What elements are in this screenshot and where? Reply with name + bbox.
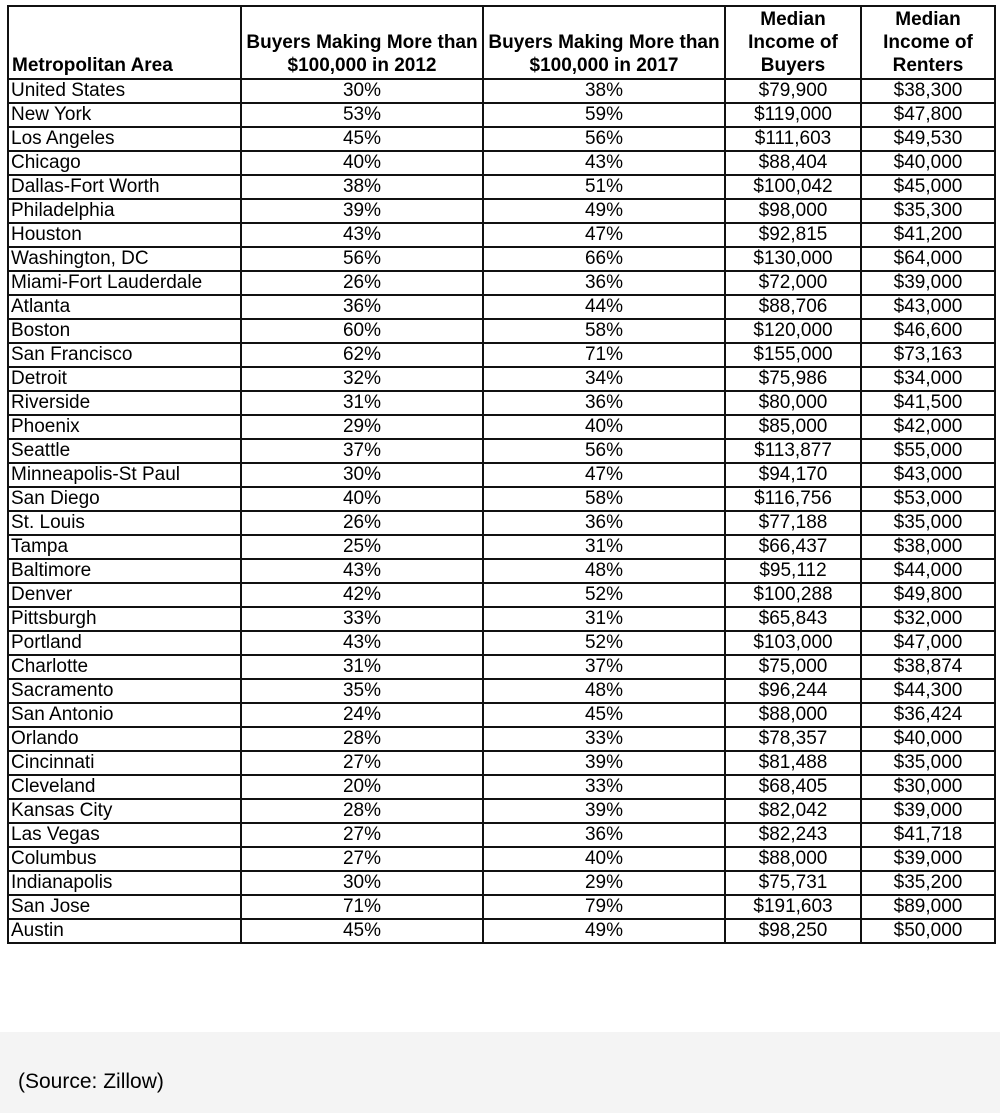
metro-cell: Los Angeles <box>8 127 241 151</box>
renter-income-cell: $43,000 <box>861 463 995 487</box>
buyers-2012-cell: 32% <box>241 367 483 391</box>
table-row <box>8 631 995 655</box>
buyer-income-cell: $155,000 <box>725 343 861 367</box>
buyer-income-cell: $75,986 <box>725 367 861 391</box>
renter-income-cell: $39,000 <box>861 271 995 295</box>
metro-cell: Las Vegas <box>8 823 241 847</box>
header-median-income-renters: Median Income of Renters <box>861 6 995 79</box>
metro-cell: St. Louis <box>8 511 241 535</box>
buyers-2017-cell: 36% <box>483 511 725 535</box>
buyer-income-cell: $65,843 <box>725 607 861 631</box>
buyers-2017-cell: 52% <box>483 631 725 655</box>
buyer-income-cell: $72,000 <box>725 271 861 295</box>
metro-cell: United States <box>8 79 241 103</box>
buyers-2017-cell: 66% <box>483 247 725 271</box>
table-row <box>8 103 995 127</box>
buyers-2017-cell: 36% <box>483 823 725 847</box>
buyers-2017-cell: 58% <box>483 487 725 511</box>
buyer-income-cell: $82,243 <box>725 823 861 847</box>
renter-income-cell: $49,800 <box>861 583 995 607</box>
metro-cell: Phoenix <box>8 415 241 439</box>
buyers-2012-cell: 71% <box>241 895 483 919</box>
table-row <box>8 391 995 415</box>
renter-income-cell: $30,000 <box>861 775 995 799</box>
buyer-income-cell: $88,000 <box>725 847 861 871</box>
source-note: (Source: Zillow) <box>18 1070 164 1093</box>
metro-cell: Seattle <box>8 439 241 463</box>
buyers-2012-cell: 31% <box>241 391 483 415</box>
metro-cell: Cincinnati <box>8 751 241 775</box>
buyer-income-cell: $78,357 <box>725 727 861 751</box>
metro-cell: Atlanta <box>8 295 241 319</box>
buyers-2017-cell: 40% <box>483 847 725 871</box>
header-buyers-2017: Buyers Making More than $100,000 in 2017 <box>483 6 725 79</box>
buyers-2012-cell: 36% <box>241 295 483 319</box>
buyers-2017-cell: 48% <box>483 679 725 703</box>
table-row <box>8 343 995 367</box>
buyers-2012-cell: 35% <box>241 679 483 703</box>
renter-income-cell: $32,000 <box>861 607 995 631</box>
metro-cell: Sacramento <box>8 679 241 703</box>
table-row <box>8 847 995 871</box>
buyer-income-cell: $120,000 <box>725 319 861 343</box>
buyers-2012-cell: 39% <box>241 199 483 223</box>
buyers-2012-cell: 27% <box>241 823 483 847</box>
buyer-income-cell: $100,042 <box>725 175 861 199</box>
renter-income-cell: $41,200 <box>861 223 995 247</box>
buyers-2012-cell: 56% <box>241 247 483 271</box>
table-row <box>8 223 995 247</box>
metro-cell: Detroit <box>8 367 241 391</box>
buyer-income-cell: $75,731 <box>725 871 861 895</box>
buyers-2012-cell: 62% <box>241 343 483 367</box>
buyers-2017-cell: 29% <box>483 871 725 895</box>
buyers-2012-cell: 26% <box>241 271 483 295</box>
buyers-2017-cell: 71% <box>483 343 725 367</box>
buyers-2012-cell: 53% <box>241 103 483 127</box>
table-row <box>8 703 995 727</box>
buyers-2017-cell: 48% <box>483 559 725 583</box>
buyer-income-cell: $80,000 <box>725 391 861 415</box>
buyers-2012-cell: 45% <box>241 127 483 151</box>
renter-income-cell: $40,000 <box>861 727 995 751</box>
buyers-2017-cell: 31% <box>483 535 725 559</box>
metro-cell: Houston <box>8 223 241 247</box>
renter-income-cell: $35,300 <box>861 199 995 223</box>
buyers-2012-cell: 30% <box>241 79 483 103</box>
buyers-2012-cell: 31% <box>241 655 483 679</box>
renter-income-cell: $35,000 <box>861 751 995 775</box>
header-median-income-buyers: Median Income of Buyers <box>725 6 861 79</box>
renter-income-cell: $50,000 <box>861 919 995 943</box>
renter-income-cell: $46,600 <box>861 319 995 343</box>
buyers-2017-cell: 38% <box>483 79 725 103</box>
renter-income-cell: $44,300 <box>861 679 995 703</box>
table-row <box>8 655 995 679</box>
header-buyers-2012: Buyers Making More than $100,000 in 2012 <box>241 6 483 79</box>
buyers-2012-cell: 38% <box>241 175 483 199</box>
table-row <box>8 439 995 463</box>
table-row <box>8 367 995 391</box>
table-row <box>8 247 995 271</box>
table-row <box>8 799 995 823</box>
renter-income-cell: $38,300 <box>861 79 995 103</box>
table-row <box>8 79 995 103</box>
buyer-income-cell: $88,000 <box>725 703 861 727</box>
buyer-income-cell: $111,603 <box>725 127 861 151</box>
renter-income-cell: $40,000 <box>861 151 995 175</box>
renter-income-cell: $43,000 <box>861 295 995 319</box>
buyers-2017-cell: 59% <box>483 103 725 127</box>
buyers-2017-cell: 34% <box>483 367 725 391</box>
buyers-2012-cell: 27% <box>241 847 483 871</box>
buyer-income-cell: $95,112 <box>725 559 861 583</box>
buyers-2012-cell: 43% <box>241 631 483 655</box>
renter-income-cell: $45,000 <box>861 175 995 199</box>
buyers-2012-cell: 40% <box>241 487 483 511</box>
metro-cell: San Diego <box>8 487 241 511</box>
table-row <box>8 871 995 895</box>
renter-income-cell: $47,000 <box>861 631 995 655</box>
table-row <box>8 895 995 919</box>
metro-cell: Philadelphia <box>8 199 241 223</box>
buyers-2012-cell: 45% <box>241 919 483 943</box>
buyers-2017-cell: 39% <box>483 799 725 823</box>
table-row <box>8 679 995 703</box>
table-row <box>8 607 995 631</box>
buyer-income-cell: $98,250 <box>725 919 861 943</box>
buyer-income-cell: $98,000 <box>725 199 861 223</box>
renter-income-cell: $39,000 <box>861 847 995 871</box>
buyers-2017-cell: 36% <box>483 391 725 415</box>
renter-income-cell: $44,000 <box>861 559 995 583</box>
renter-income-cell: $38,874 <box>861 655 995 679</box>
buyers-2017-cell: 39% <box>483 751 725 775</box>
table-row <box>8 463 995 487</box>
buyer-income-cell: $96,244 <box>725 679 861 703</box>
buyers-2017-cell: 49% <box>483 199 725 223</box>
metro-cell: Austin <box>8 919 241 943</box>
metro-cell: San Francisco <box>8 343 241 367</box>
buyer-income-cell: $113,877 <box>725 439 861 463</box>
metro-cell: Boston <box>8 319 241 343</box>
buyers-2017-cell: 51% <box>483 175 725 199</box>
table-row <box>8 583 995 607</box>
table-row <box>8 511 995 535</box>
buyers-2012-cell: 26% <box>241 511 483 535</box>
table-body <box>8 79 995 943</box>
buyer-income-cell: $66,437 <box>725 535 861 559</box>
renter-income-cell: $55,000 <box>861 439 995 463</box>
renter-income-cell: $73,163 <box>861 343 995 367</box>
table-row <box>8 271 995 295</box>
renter-income-cell: $47,800 <box>861 103 995 127</box>
renter-income-cell: $42,000 <box>861 415 995 439</box>
metro-cell: Baltimore <box>8 559 241 583</box>
table-row <box>8 127 995 151</box>
renter-income-cell: $49,530 <box>861 127 995 151</box>
buyers-2012-cell: 40% <box>241 151 483 175</box>
buyers-2017-cell: 37% <box>483 655 725 679</box>
buyers-2017-cell: 47% <box>483 223 725 247</box>
buyer-income-cell: $81,488 <box>725 751 861 775</box>
buyers-2012-cell: 29% <box>241 415 483 439</box>
buyers-2012-cell: 30% <box>241 463 483 487</box>
renter-income-cell: $64,000 <box>861 247 995 271</box>
renter-income-cell: $53,000 <box>861 487 995 511</box>
buyers-2017-cell: 36% <box>483 271 725 295</box>
table-row <box>8 727 995 751</box>
buyers-2017-cell: 49% <box>483 919 725 943</box>
income-table <box>7 5 996 944</box>
buyers-2012-cell: 28% <box>241 727 483 751</box>
table-row <box>8 295 995 319</box>
buyers-2012-cell: 28% <box>241 799 483 823</box>
buyer-income-cell: $191,603 <box>725 895 861 919</box>
buyers-2017-cell: 58% <box>483 319 725 343</box>
buyers-2017-cell: 40% <box>483 415 725 439</box>
table-row <box>8 535 995 559</box>
metro-cell: Riverside <box>8 391 241 415</box>
buyer-income-cell: $119,000 <box>725 103 861 127</box>
metro-cell: Portland <box>8 631 241 655</box>
buyer-income-cell: $82,042 <box>725 799 861 823</box>
buyer-income-cell: $79,900 <box>725 79 861 103</box>
buyers-2012-cell: 30% <box>241 871 483 895</box>
table-row <box>8 151 995 175</box>
table-row <box>8 751 995 775</box>
renter-income-cell: $35,000 <box>861 511 995 535</box>
metro-cell: Cleveland <box>8 775 241 799</box>
metro-cell: Miami-Fort Lauderdale <box>8 271 241 295</box>
renter-income-cell: $38,000 <box>861 535 995 559</box>
buyers-2017-cell: 43% <box>483 151 725 175</box>
buyer-income-cell: $88,706 <box>725 295 861 319</box>
table-row <box>8 775 995 799</box>
buyers-2012-cell: 33% <box>241 607 483 631</box>
metro-cell: New York <box>8 103 241 127</box>
table-row <box>8 919 995 943</box>
header-metropolitan-area: Metropolitan Area <box>8 6 241 79</box>
renter-income-cell: $34,000 <box>861 367 995 391</box>
buyer-income-cell: $77,188 <box>725 511 861 535</box>
table-row <box>8 559 995 583</box>
metro-cell: San Jose <box>8 895 241 919</box>
table-row <box>8 175 995 199</box>
buyers-2012-cell: 37% <box>241 439 483 463</box>
buyers-2017-cell: 56% <box>483 127 725 151</box>
metro-cell: Columbus <box>8 847 241 871</box>
buyer-income-cell: $88,404 <box>725 151 861 175</box>
buyer-income-cell: $94,170 <box>725 463 861 487</box>
table-row <box>8 199 995 223</box>
metro-cell: Tampa <box>8 535 241 559</box>
buyers-2012-cell: 43% <box>241 559 483 583</box>
buyer-income-cell: $75,000 <box>725 655 861 679</box>
buyers-2012-cell: 25% <box>241 535 483 559</box>
buyer-income-cell: $103,000 <box>725 631 861 655</box>
table-row <box>8 319 995 343</box>
buyers-2017-cell: 79% <box>483 895 725 919</box>
buyers-2017-cell: 44% <box>483 295 725 319</box>
table-row <box>8 415 995 439</box>
metro-cell: Indianapolis <box>8 871 241 895</box>
metro-cell: Pittsburgh <box>8 607 241 631</box>
buyer-income-cell: $130,000 <box>725 247 861 271</box>
buyers-2017-cell: 33% <box>483 727 725 751</box>
buyers-2012-cell: 43% <box>241 223 483 247</box>
metro-cell: Kansas City <box>8 799 241 823</box>
buyers-2012-cell: 20% <box>241 775 483 799</box>
buyer-income-cell: $68,405 <box>725 775 861 799</box>
renter-income-cell: $36,424 <box>861 703 995 727</box>
metro-cell: Washington, DC <box>8 247 241 271</box>
metro-cell: Denver <box>8 583 241 607</box>
buyers-2017-cell: 31% <box>483 607 725 631</box>
buyer-income-cell: $100,288 <box>725 583 861 607</box>
renter-income-cell: $39,000 <box>861 799 995 823</box>
renter-income-cell: $35,200 <box>861 871 995 895</box>
renter-income-cell: $41,500 <box>861 391 995 415</box>
metro-cell: Orlando <box>8 727 241 751</box>
metro-cell: Dallas-Fort Worth <box>8 175 241 199</box>
buyers-2012-cell: 24% <box>241 703 483 727</box>
metro-cell: San Antonio <box>8 703 241 727</box>
metro-cell: Chicago <box>8 151 241 175</box>
buyers-2017-cell: 52% <box>483 583 725 607</box>
table-row <box>8 487 995 511</box>
buyers-2012-cell: 42% <box>241 583 483 607</box>
renter-income-cell: $41,718 <box>861 823 995 847</box>
buyer-income-cell: $85,000 <box>725 415 861 439</box>
buyer-income-cell: $116,756 <box>725 487 861 511</box>
buyers-2017-cell: 45% <box>483 703 725 727</box>
metro-cell: Charlotte <box>8 655 241 679</box>
buyers-2012-cell: 27% <box>241 751 483 775</box>
buyer-income-cell: $92,815 <box>725 223 861 247</box>
renter-income-cell: $89,000 <box>861 895 995 919</box>
table-row <box>8 823 995 847</box>
header-row <box>8 6 995 79</box>
buyers-2017-cell: 33% <box>483 775 725 799</box>
metro-cell: Minneapolis-St Paul <box>8 463 241 487</box>
buyers-2017-cell: 47% <box>483 463 725 487</box>
buyers-2017-cell: 56% <box>483 439 725 463</box>
buyers-2012-cell: 60% <box>241 319 483 343</box>
